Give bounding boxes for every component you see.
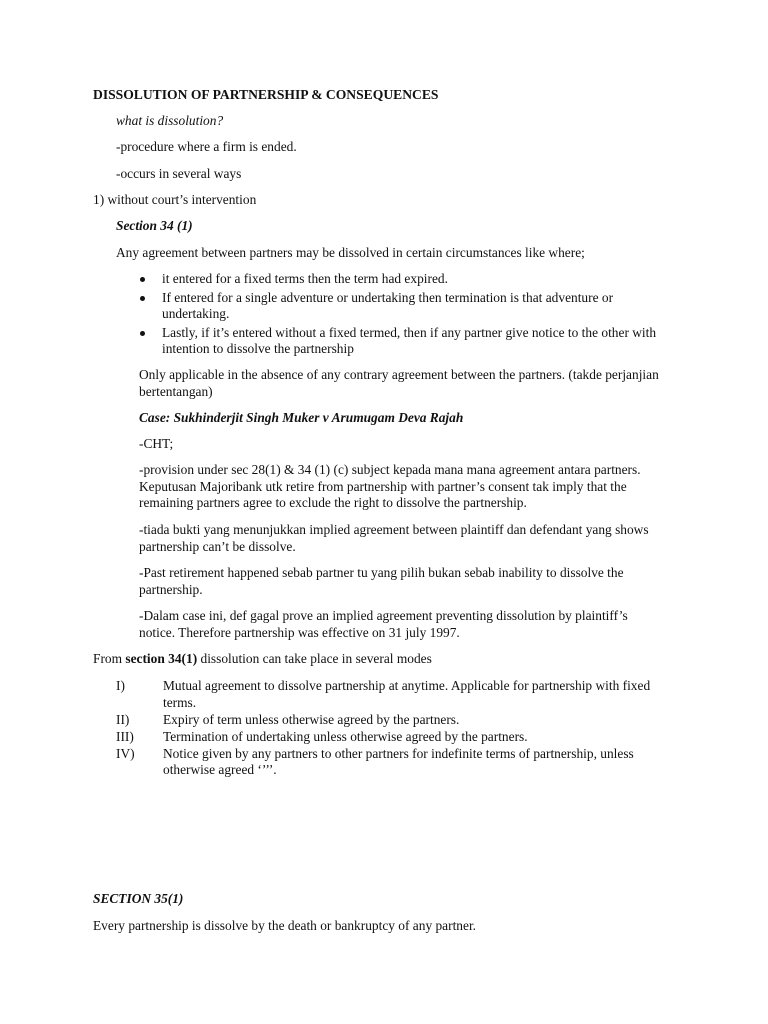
modes-prefix: From: [93, 651, 126, 666]
mode-text: Notice given by any partners to other partners for indefinite terms of partnership, unless otherwise agreed ‘’’’.: [163, 745, 634, 777]
only-applicable-note: Only applicable in the absence of any contrary agreement between the partners. (takde perjanjian bertentangan): [139, 367, 659, 399]
bullet-text: it entered for a fixed terms then the term had expired.: [162, 271, 448, 286]
mode-text: Expiry of term unless otherwise agreed by the partners.: [163, 711, 460, 727]
bullet-icon: [140, 296, 145, 301]
modes-suffix: dissolution can take place in several modes: [197, 651, 432, 666]
section-34-bullet-list: [138, 271, 678, 360]
case-point-2: -tiada bukti yang menunjukkan implied agreement between plaintiff dan defendant yang shows partnership can’t be dissolve.: [139, 522, 649, 554]
case-point-3: -Past retirement happened sebab partner tu yang pilih bukan sebab inability to dissolve the partnership.: [139, 565, 624, 597]
roman-numeral: III): [116, 728, 134, 744]
bullet-text: Lastly, if it’s entered without a fixed termed, then if any partner give notice to the other with intention to dissolve the partnership: [162, 324, 657, 356]
list-item: [116, 712, 676, 729]
section-35-heading: SECTION 35(1): [93, 891, 184, 906]
heading-without-court: 1) without court’s intervention: [93, 192, 257, 207]
list-item: [116, 678, 676, 711]
case-point-1: -provision under sec 28(1) & 34 (1) (c) subject kepada mana mana agreement antara partners. Keputusan Majoribank utk retire from partnership with partner’s consent tak imply that the remaining partners agree to exclude the right to dissolve the partnership.: [139, 462, 641, 510]
mode-text: Termination of undertaking unless otherwise agreed by the partners.: [163, 728, 528, 744]
list-item: [138, 325, 678, 358]
bullet-icon: [140, 277, 145, 282]
modes-intro: [93, 651, 432, 668]
roman-numeral: I): [116, 678, 125, 693]
section-35-text: Every partnership is dissolve by the death or bankruptcy of any partner.: [93, 918, 477, 933]
section-34-intro: Any agreement between partners may be dissolved in certain circumstances like where;: [116, 245, 585, 260]
roman-numeral: II): [116, 711, 130, 727]
bullet-icon: [140, 331, 145, 336]
definition-line-2: -occurs in several ways: [116, 166, 242, 181]
bullet-text: If entered for a single adventure or undertaking then termination is that adventure or undertaking.: [162, 289, 614, 321]
list-item: [138, 290, 678, 323]
definition-line-1: -procedure where a firm is ended.: [116, 139, 297, 154]
modes-section-ref: section 34(1): [125, 651, 198, 666]
cht-label: -CHT;: [139, 436, 174, 451]
list-item: [138, 271, 678, 288]
document-title: DISSOLUTION OF PARTNERSHIP & CONSEQUENCES: [93, 87, 439, 102]
list-item: [116, 746, 676, 779]
roman-numeral: IV): [116, 745, 135, 761]
case-point-4: -Dalam case ini, def gagal prove an implied agreement preventing dissolution by plaintiff’s notice. Therefore partnership was effective on 31 july 1997.: [139, 608, 628, 640]
question-text: what is dissolution?: [116, 113, 224, 128]
section-34-heading: Section 34 (1): [116, 218, 193, 233]
list-item: [116, 729, 676, 746]
case-heading: Case: Sukhinderjit Singh Muker v Arumugam Deva Rajah: [139, 410, 464, 425]
modes-list: [116, 678, 676, 779]
mode-text: Mutual agreement to dissolve partnership at anytime. Applicable for partnership with fixed terms.: [163, 678, 651, 710]
